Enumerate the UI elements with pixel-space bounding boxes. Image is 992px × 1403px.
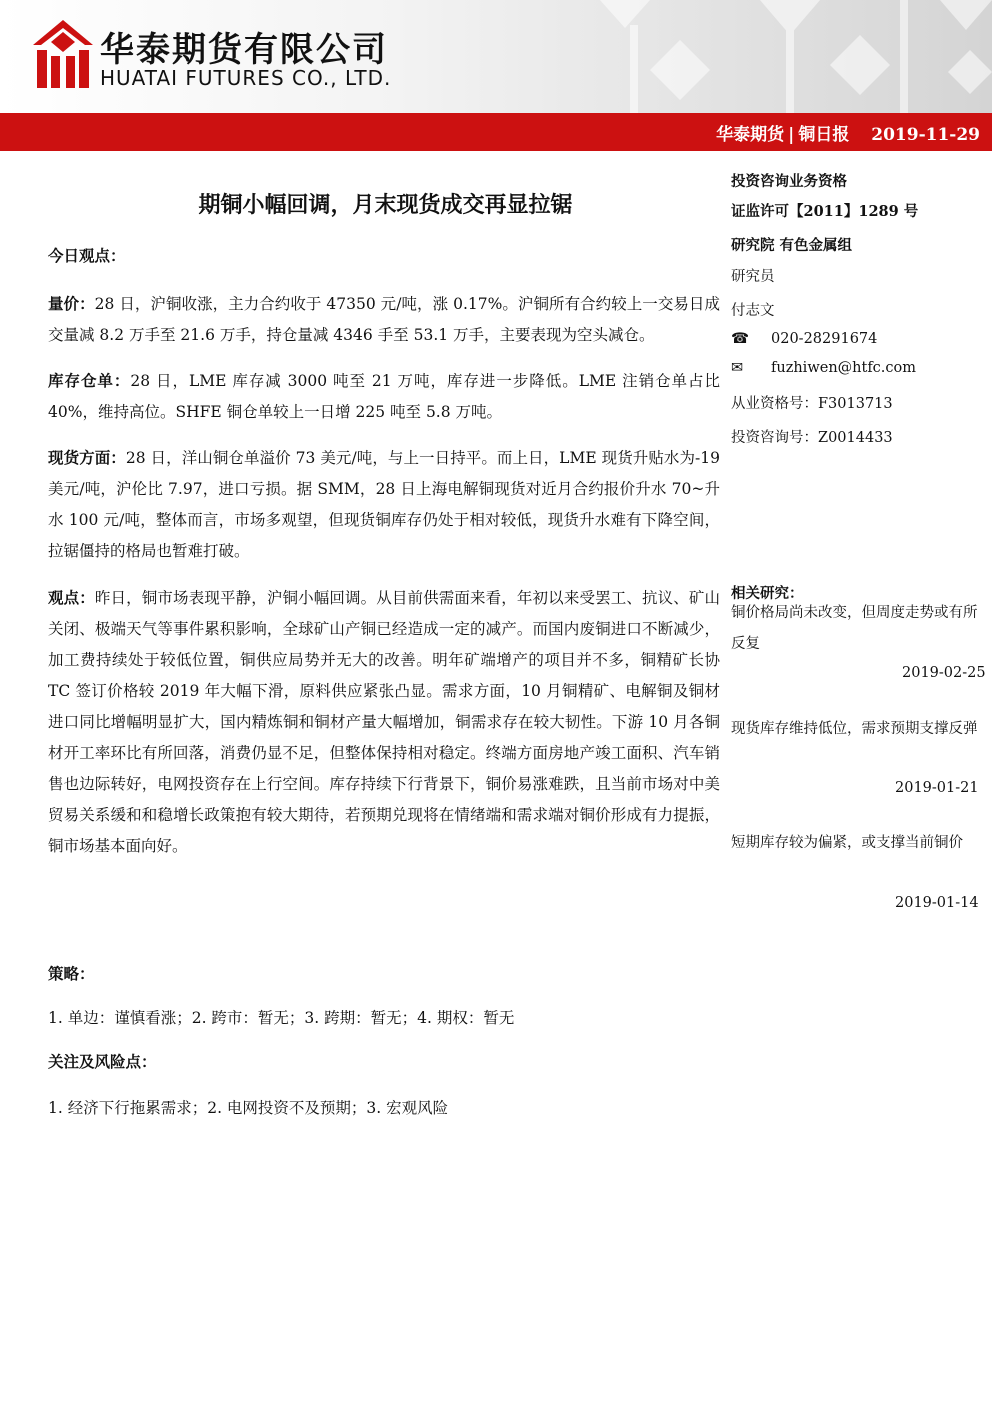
report-meta: [712, 120, 980, 145]
related-research-heading: 相关研究：: [731, 585, 804, 602]
section-text: 28 日，LME 库存减 3000 吨至 21 万吨，库存进一步降低。LME 注销仓单占比 40%，维持高位。SHFE 铜仓单较上一日增 225 吨至 5.8 万吨。: [48, 372, 720, 421]
phone-row: [731, 331, 877, 347]
risk-text: 1. 经济下行拖累需求；2. 电网投资不及预期；3. 宏观风险: [48, 1099, 449, 1117]
brand-label: 华泰期货: [716, 125, 785, 145]
section-spot: [48, 442, 720, 567]
related-item[interactable]: 现货库存维持低位，需求预期支撑反弹: [731, 721, 978, 737]
company-name-en: HUATAI FUTURES CO., LTD.: [100, 66, 392, 90]
section-text: 昨日，铜市场表现平静，沪铜小幅回调。从目前供需面来看，年初以来受罢工、抗议、矿山关闭、极端天气等事件累积影响，全球矿山产铜已经造成一定的减产。而国内废铜进口不断减少，加工费持续处于较低位置，铜供应局势并无大的改善。明年矿端增产的项目并不多，铜精矿长协 TC 签订价格较 2019 年大幅下滑，原料供应紧张凸显。需求方面，10 月铜精矿、电解铜及铜材进口同比增幅明显扩大，国内精炼铜和铜材产量大幅增加，铜需求存在较大韧性。下游 10 月各铜材开工率环比有所回落，消费仍显不足，但整体保持相对稳定。终端方面房地产竣工面积、汽车销售也边际转好，电网投资存在上行空间。库存持续下行背景下，铜价易涨难跌，且当前市场对中美贸易关系缓和和稳增长政策抱有较大期待，若预期兑现将在情绪端和需求端对铜价形成有力提振，铜市场基本面向好。: [48, 589, 720, 855]
email-icon: ✉: [731, 360, 744, 376]
section-label: 库存仓单：: [48, 371, 131, 390]
company-name-cn: 华泰期货有限公司: [100, 30, 388, 70]
section-label: 现货方面：: [48, 448, 126, 467]
report-title: 期铜小幅回调，月末现货成交再显拉锯: [198, 192, 573, 218]
strategy-heading: 策略：: [48, 964, 95, 983]
section-volume-price: [48, 288, 720, 351]
related-item-date: 2019-02-25: [902, 665, 986, 681]
phone-number: 020-28291674: [771, 331, 878, 347]
separator: |: [788, 125, 795, 145]
section-text: 28 日，沪铜收涨，主力合约收于 47350 元/吨，涨 0.17%。沪铜所有合约较上一交易日成交量减 8.2 万手至 21.6 万手，持仓量减 4346 手至 53.1 万手，主要表现为空头减仓。: [48, 295, 720, 344]
qualification-title: 投资咨询业务资格: [731, 173, 847, 190]
phone-icon: ☎: [731, 331, 750, 347]
today-heading: 今日观点：: [48, 246, 126, 265]
report-header: [0, 0, 992, 113]
related-item-date: 2019-01-14: [895, 895, 979, 911]
email-address[interactable]: fuzhiwen@htfc.com: [771, 360, 917, 376]
email-row: [731, 360, 916, 376]
huatai-logo-icon: [33, 20, 93, 90]
author-role: 研究员: [731, 269, 775, 285]
section-inventory: [48, 365, 720, 428]
related-item-date: 2019-01-21: [895, 780, 979, 796]
related-item[interactable]: 铜价格局尚未改变，但周度走势或有所反复: [731, 605, 978, 652]
certificate-number: 从业资格号：F3013713: [731, 396, 893, 412]
license-number: 证监许可【2011】1289 号: [731, 203, 919, 220]
section-view: [48, 582, 720, 862]
section-label: 量价：: [48, 294, 95, 313]
risk-heading: 关注及风险点：: [48, 1052, 157, 1071]
author-name: 付志文: [731, 303, 775, 319]
section-text: 28 日，洋山铜仓单溢价 73 美元/吨，与上一日持平。而上日，LME 现货升贴水为-19 美元/吨，沪伦比 7.97，进口亏损。据 SMM，28 日上海电解铜现货对近月合约报价升水 70~升水 100 元/吨，整体而言，市场多观望，但现货铜库存仍处于相对较低，现货升水难有下降空间，拉锯僵持的格局也暂难打破。: [48, 449, 720, 560]
report-date: 2019-11-29: [871, 125, 980, 145]
advisor-number: 投资咨询号：Z0014433: [731, 430, 893, 446]
department: 研究院 有色金属组: [731, 237, 853, 254]
report-type: 铜日报: [798, 125, 850, 145]
related-item[interactable]: 短期库存较为偏紧，或支撑当前铜价: [731, 835, 963, 851]
strategy-text: 1. 单边：谨慎看涨；2. 跨市：暂无；3. 跨期：暂无；4. 期权：暂无: [48, 1009, 515, 1027]
header-decoration: [560, 0, 992, 113]
section-label: 观点：: [48, 588, 95, 607]
